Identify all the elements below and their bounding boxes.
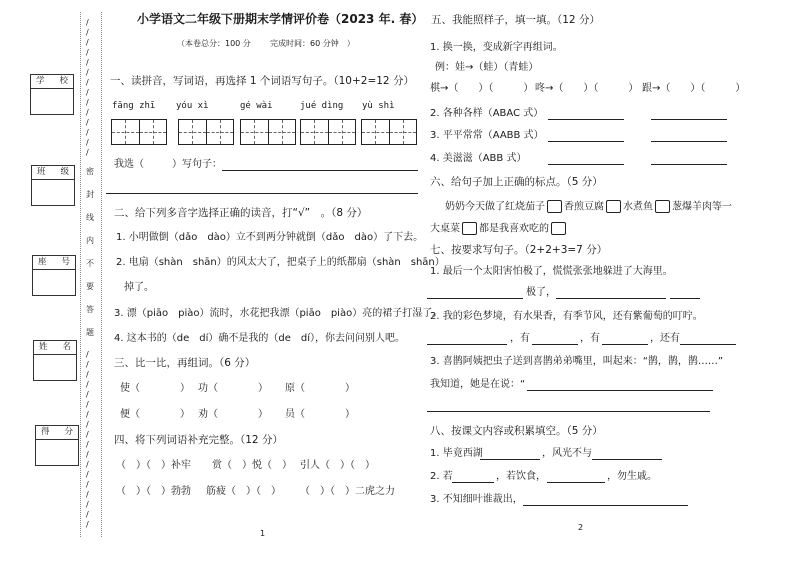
q3-blank-1[interactable]	[527, 390, 713, 391]
change-word-1[interactable]: 棋→（ ）（ ）	[430, 83, 534, 94]
time-limit: 完成时间：60 分钟 ）	[270, 39, 355, 48]
punctuation-line-1: 奶奶今天做了红烧茄子 香煎豆腐 水煮鱼 葱爆羊肉等一	[445, 201, 732, 213]
score-field[interactable]: 得 分	[35, 425, 79, 466]
section8-q3: 3. 不知细叶谁裁出，	[430, 494, 523, 505]
sentence-line-2[interactable]	[106, 193, 418, 194]
section1-heading: 一、读拼音，写词语，再选择 1 个词语写句子。（10+2=12 分）	[110, 75, 414, 87]
sentence-line-1[interactable]	[222, 170, 418, 171]
q2-blank-1[interactable]	[427, 344, 507, 345]
section7-q1: 1. 最后一个太阳害怕极了，慌慌张张地躲进了大海里。	[430, 266, 673, 277]
punctuation-box-2[interactable]	[606, 200, 621, 213]
seal-slashes-top: / / / / / / / / / / / / / /	[86, 18, 89, 157]
q1-mid: 极了，	[526, 287, 556, 298]
pinyin-1: fāng zhī	[112, 101, 156, 111]
change-word-2[interactable]: 咚→（ ）（ ）	[535, 83, 639, 94]
section8-heading: 八、按课文内容或积累填空。（5 分）	[430, 425, 603, 437]
q2-blank-2[interactable]	[532, 344, 578, 345]
section8-q2-a: 2. 若	[430, 471, 453, 482]
choose-word-suffix: ）写句子：	[172, 159, 222, 170]
seat-number-field[interactable]: 座 号	[32, 255, 76, 296]
q2-blank-4[interactable]	[680, 344, 736, 345]
idiom-4[interactable]: （ ）（ ）勃勃	[116, 486, 191, 497]
seal-text: 密 封 线 内 不 要 答 题	[86, 167, 94, 337]
seal-slashes-bottom: / / / / / / / / / / / / / / / / / /	[86, 350, 89, 529]
q2-part-1: ，有	[510, 333, 530, 344]
idiom-6[interactable]: （ ）（ ）二虎之力	[300, 486, 395, 497]
abb-line-2[interactable]	[651, 164, 727, 165]
writing-grid-5[interactable]	[361, 119, 417, 145]
section5-item-2: 2. 各种各样（ABAC 式）	[430, 108, 544, 119]
section5-item-4: 4. 美滋滋（ABB 式）	[430, 153, 527, 164]
compare-2-1[interactable]: 便（ ）	[120, 409, 190, 420]
q1-blank-3[interactable]	[670, 298, 700, 299]
idiom-2[interactable]: 赏（ ）悦（ ）	[212, 460, 292, 471]
abac-line-1[interactable]	[548, 119, 624, 120]
section2-item-2-cont: 掉了。	[124, 282, 154, 293]
page-number-right: 2	[578, 523, 584, 532]
s8-q2-blank-2[interactable]	[547, 482, 605, 483]
school-field[interactable]: 学 校	[30, 74, 74, 115]
q2-blank-3[interactable]	[602, 344, 648, 345]
section8-q2-c: ，勿生戚。	[607, 471, 657, 482]
section7-heading: 七、按要求写句子。（2+2+3=7 分）	[430, 244, 608, 256]
q3-prompt: 我知道，她是在说：“	[430, 379, 526, 390]
q2-part-3: ，还有	[650, 333, 680, 344]
idiom-1[interactable]: （ ）（ ）补牢	[116, 460, 191, 471]
s8-q2-blank-1[interactable]	[452, 482, 494, 483]
section5-heading: 五、我能照样子，填一填。（12 分）	[431, 14, 600, 26]
exam-title: 小学语文二年级下册期末学情评价卷（2023 年. 春）	[137, 12, 424, 26]
pinyin-4: jué dìng	[300, 101, 344, 111]
section5-example: 例：娃→（蛙）（青蛙）	[435, 62, 539, 73]
q1-blank-1[interactable]	[427, 298, 523, 299]
punctuation-box-3[interactable]	[655, 200, 670, 213]
s8-q3-blank[interactable]	[523, 505, 688, 506]
section2-item-1: 1. 小明做倒（dǎo dào）立不到两分钟就倒（dǎo dào）了下去。	[116, 232, 424, 243]
section2-item-4: 4. 这本书的（de dí）确不是我的（de dí），你去问问别人吧。	[114, 333, 405, 344]
section4-heading: 四、将下列词语补充完整。（12 分）	[114, 434, 283, 446]
pinyin-3: gé wài	[240, 101, 273, 111]
abb-line-1[interactable]	[548, 164, 624, 165]
q2-part-2: ，有	[580, 333, 600, 344]
section7-q3: 3. 喜鹊阿姨把虫子送到喜鹊弟弟嘴里，叫起来：“鹊，鹊，鹊……”	[430, 356, 724, 367]
idiom-3[interactable]: 引人（ ）（ ）	[300, 460, 375, 471]
section8-q2-b: ，若饮食，	[496, 471, 546, 482]
aabb-line-2[interactable]	[651, 141, 727, 142]
change-word-3[interactable]: 跟→（ ）（ ）	[642, 83, 746, 94]
section2-heading: 二、给下列多音字选择正确的读音，打“√” 。（8 分）	[114, 207, 368, 219]
punctuation-box-1[interactable]	[547, 200, 562, 213]
writing-grid-3[interactable]	[240, 119, 296, 145]
compare-2-3[interactable]: 员（ ）	[285, 409, 355, 420]
section5-sub1: 1. 换一换，变成新字再组词。	[430, 42, 563, 53]
writing-grid-1[interactable]	[111, 119, 167, 145]
section5-item-3: 3. 平平常常（AABB 式）	[430, 130, 544, 141]
section2-item-2: 2. 电扇（shàn shān）的风太大了，把桌子上的纸都扇（shàn shān）	[116, 257, 445, 268]
pinyin-5: yù shì	[362, 101, 395, 111]
compare-2-2[interactable]: 劝（ ）	[198, 409, 268, 420]
pinyin-2: yóu xì	[176, 101, 209, 111]
s8-q1-blank-2[interactable]	[592, 459, 662, 460]
writing-grid-2[interactable]	[178, 119, 234, 145]
section7-q2: 2. 我的彩色梦境，有水果香，有季节风，还有紫葡萄的叮咛。	[430, 311, 703, 322]
aabb-line-1[interactable]	[548, 141, 624, 142]
name-field[interactable]: 姓 名	[33, 340, 77, 381]
writing-grid-4[interactable]	[300, 119, 356, 145]
s8-q1-blank-1[interactable]	[480, 459, 540, 460]
section8-q1-a: 1. 毕竟西湖	[430, 448, 483, 459]
punctuation-line-2: 大桌菜 都是我喜欢吃的	[430, 222, 568, 236]
q1-blank-2[interactable]	[556, 298, 666, 299]
choose-word-prefix: 我选（	[114, 159, 144, 170]
compare-1-1[interactable]: 使（ ）	[120, 383, 190, 394]
total-score: （本卷总分：100 分	[177, 39, 251, 48]
compare-1-2[interactable]: 功（ ）	[198, 383, 268, 394]
page-number-left: 1	[260, 529, 266, 538]
punctuation-box-4[interactable]	[462, 222, 477, 235]
class-field[interactable]: 班 级	[31, 165, 75, 206]
section2-item-3: 3. 漂（piāo piào）流时，水花把我漂（piāo piào）亮的裙子打湿了。	[114, 308, 443, 319]
q3-blank-2[interactable]	[427, 411, 710, 412]
punctuation-box-5[interactable]	[551, 222, 566, 235]
section6-heading: 六、给句子加上正确的标点。（5 分）	[430, 176, 603, 188]
compare-1-3[interactable]: 原（ ）	[285, 383, 355, 394]
idiom-5[interactable]: 筋疲（ ）（ ）	[206, 486, 281, 497]
section8-q1-b: ，风光不与	[542, 448, 592, 459]
section3-heading: 三、比一比，再组词。（6 分）	[114, 357, 256, 369]
abac-line-2[interactable]	[651, 119, 727, 120]
